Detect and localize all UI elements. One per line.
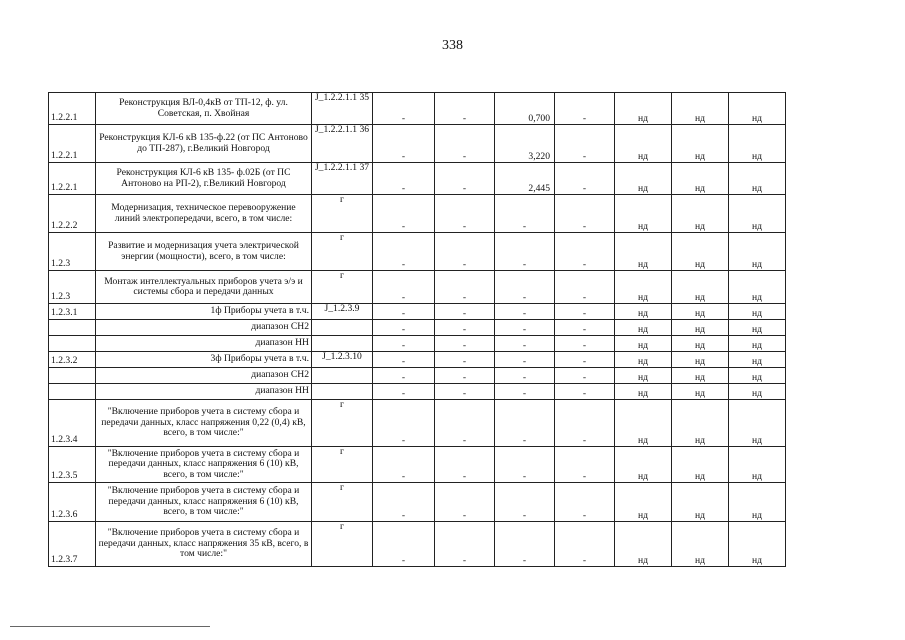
table-row bbox=[49, 125, 786, 163]
value-cell: нд bbox=[615, 400, 672, 447]
description-cell: Реконструкция КЛ-6 кВ 135- ф.02Б (от ПС Антоново на РП-2), г.Великий Новгород bbox=[96, 163, 312, 195]
value-cell: - bbox=[495, 522, 555, 567]
value-cell: нд bbox=[672, 271, 729, 304]
value-cell: - bbox=[495, 368, 555, 384]
table-row bbox=[49, 195, 786, 233]
table-row bbox=[49, 233, 786, 271]
value-cell: - bbox=[555, 384, 615, 400]
row-number-cell: 1.2.3.7 bbox=[49, 522, 96, 567]
value-cell: - bbox=[495, 483, 555, 522]
row-number-cell: 1.2.3.5 bbox=[49, 447, 96, 483]
value-cell: нд bbox=[672, 483, 729, 522]
value-cell: - bbox=[435, 233, 495, 271]
code-cell: г bbox=[312, 271, 373, 304]
table-row bbox=[49, 447, 786, 483]
row-number-cell: 1.2.3.1 bbox=[49, 304, 96, 320]
value-cell: 0,700 bbox=[495, 93, 555, 125]
row-number-cell: 1.2.2.1 bbox=[49, 125, 96, 163]
code-cell: J_1.2.3.9 bbox=[312, 304, 373, 320]
code-cell bbox=[312, 384, 373, 400]
row-number-cell bbox=[49, 320, 96, 336]
value-cell: - bbox=[373, 336, 435, 352]
value-cell: - bbox=[555, 125, 615, 163]
description-cell: диапазон НН bbox=[96, 384, 312, 400]
table-row bbox=[49, 400, 786, 447]
value-cell: нд bbox=[672, 384, 729, 400]
row-number-cell: 1.2.3 bbox=[49, 271, 96, 304]
value-cell: - bbox=[373, 384, 435, 400]
value-cell: - bbox=[373, 400, 435, 447]
value-cell: - bbox=[495, 233, 555, 271]
description-cell: Реконструкция КЛ-6 кВ 135-ф.22 (от ПС Антоново до ТП-287), г.Великий Новгород bbox=[96, 125, 312, 163]
table-row bbox=[49, 384, 786, 400]
value-cell: - bbox=[435, 384, 495, 400]
description-cell: "Включение приборов учета в систему сбора и передачи данных, класс напряжения 0,22 (0,4) кВ, всего, в том числе:" bbox=[96, 400, 312, 447]
value-cell: нд bbox=[729, 483, 786, 522]
value-cell: нд bbox=[729, 400, 786, 447]
value-cell: нд bbox=[615, 320, 672, 336]
table-row bbox=[49, 352, 786, 368]
value-cell: - bbox=[495, 447, 555, 483]
value-cell: нд bbox=[729, 93, 786, 125]
row-number-cell bbox=[49, 384, 96, 400]
value-cell: нд bbox=[672, 336, 729, 352]
table-row bbox=[49, 271, 786, 304]
value-cell: - bbox=[373, 352, 435, 368]
value-cell: нд bbox=[615, 271, 672, 304]
value-cell: - bbox=[373, 233, 435, 271]
value-cell: нд bbox=[672, 447, 729, 483]
investment-program-table bbox=[48, 92, 786, 567]
value-cell: нд bbox=[615, 93, 672, 125]
value-cell: нд bbox=[729, 336, 786, 352]
table-row bbox=[49, 320, 786, 336]
value-cell: - bbox=[555, 400, 615, 447]
table-row bbox=[49, 93, 786, 125]
description-cell: Развитие и модернизация учета электрической энергии (мощности), всего, в том числе: bbox=[96, 233, 312, 271]
value-cell: нд bbox=[615, 368, 672, 384]
value-cell: нд bbox=[615, 483, 672, 522]
description-cell: Модернизация, техническое перевооружение линий электропередачи, всего, в том числе: bbox=[96, 195, 312, 233]
value-cell: - bbox=[435, 271, 495, 304]
code-cell: г bbox=[312, 483, 373, 522]
value-cell: - bbox=[555, 271, 615, 304]
value-cell: нд bbox=[615, 304, 672, 320]
value-cell: - bbox=[495, 195, 555, 233]
description-cell: 3ф Приборы учета в т.ч. bbox=[96, 352, 312, 368]
row-number-cell bbox=[49, 336, 96, 352]
code-cell: г bbox=[312, 233, 373, 271]
table-row bbox=[49, 368, 786, 384]
value-cell: - bbox=[373, 320, 435, 336]
code-cell bbox=[312, 336, 373, 352]
value-cell: - bbox=[435, 320, 495, 336]
value-cell: нд bbox=[615, 336, 672, 352]
code-cell: J_1.2.3.10 bbox=[312, 352, 373, 368]
row-number-cell: 1.2.2.2 bbox=[49, 195, 96, 233]
value-cell: нд bbox=[615, 384, 672, 400]
value-cell: - bbox=[435, 336, 495, 352]
row-number-cell: 1.2.2.1 bbox=[49, 93, 96, 125]
description-cell: Монтаж интеллектуальных приборов учета э/э и системы сбора и передачи данных bbox=[96, 271, 312, 304]
description-cell: "Включение приборов учета в систему сбора и передачи данных, класс напряжения 35 кВ, всего, в том числе:" bbox=[96, 522, 312, 567]
code-cell: г bbox=[312, 195, 373, 233]
table-row bbox=[49, 163, 786, 195]
value-cell: - bbox=[555, 483, 615, 522]
table-row bbox=[49, 336, 786, 352]
value-cell: - bbox=[555, 336, 615, 352]
value-cell: нд bbox=[672, 93, 729, 125]
value-cell: - bbox=[435, 93, 495, 125]
value-cell: - bbox=[373, 447, 435, 483]
value-cell: - bbox=[435, 352, 495, 368]
value-cell: нд bbox=[615, 522, 672, 567]
table-row bbox=[49, 483, 786, 522]
value-cell: - bbox=[435, 125, 495, 163]
value-cell: - bbox=[555, 304, 615, 320]
value-cell: - bbox=[495, 336, 555, 352]
code-cell: г bbox=[312, 447, 373, 483]
value-cell: нд bbox=[615, 195, 672, 233]
value-cell: - bbox=[555, 522, 615, 567]
code-cell bbox=[312, 368, 373, 384]
value-cell: нд bbox=[729, 384, 786, 400]
row-number-cell: 1.2.2.1 bbox=[49, 163, 96, 195]
description-cell: диапазон НН bbox=[96, 336, 312, 352]
code-cell: г bbox=[312, 522, 373, 567]
value-cell: нд bbox=[729, 163, 786, 195]
row-number-cell: 1.2.3.4 bbox=[49, 400, 96, 447]
value-cell: - bbox=[555, 447, 615, 483]
value-cell: нд bbox=[615, 163, 672, 195]
value-cell: - bbox=[373, 163, 435, 195]
description-cell: 1ф Приборы учета в т.ч. bbox=[96, 304, 312, 320]
value-cell: - bbox=[373, 522, 435, 567]
code-cell: г bbox=[312, 400, 373, 447]
value-cell: - bbox=[495, 271, 555, 304]
value-cell: - bbox=[555, 163, 615, 195]
table-body bbox=[49, 93, 786, 567]
row-number-cell: 1.2.3 bbox=[49, 233, 96, 271]
row-number-cell: 1.2.3.6 bbox=[49, 483, 96, 522]
value-cell: нд bbox=[672, 233, 729, 271]
value-cell: нд bbox=[672, 304, 729, 320]
value-cell: - bbox=[435, 163, 495, 195]
description-cell: диапазон СН2 bbox=[96, 320, 312, 336]
value-cell: нд bbox=[729, 304, 786, 320]
row-number-cell bbox=[49, 368, 96, 384]
value-cell: - bbox=[435, 522, 495, 567]
value-cell: - bbox=[555, 233, 615, 271]
value-cell: - bbox=[435, 304, 495, 320]
value-cell: нд bbox=[729, 320, 786, 336]
code-cell: J_1.2.2.1.1 36 bbox=[312, 125, 373, 163]
value-cell: нд bbox=[615, 125, 672, 163]
description-cell: Реконструкция ВЛ-0,4кВ от ТП-12, ф. ул. Советская, п. Хвойная bbox=[96, 93, 312, 125]
description-cell: "Включение приборов учета в систему сбора и передачи данных, класс напряжения 6 (10) кВ, всего, в том числе:" bbox=[96, 447, 312, 483]
value-cell: - bbox=[495, 384, 555, 400]
value-cell: нд bbox=[729, 271, 786, 304]
value-cell: нд bbox=[729, 125, 786, 163]
row-number-cell: 1.2.3.2 bbox=[49, 352, 96, 368]
description-cell: "Включение приборов учета в систему сбора и передачи данных, класс напряжения 6 (10) кВ, всего, в том числе:" bbox=[96, 483, 312, 522]
value-cell: нд bbox=[672, 163, 729, 195]
value-cell: - bbox=[555, 195, 615, 233]
value-cell: нд bbox=[729, 522, 786, 567]
value-cell: нд bbox=[615, 233, 672, 271]
value-cell: нд bbox=[615, 447, 672, 483]
value-cell: нд bbox=[672, 320, 729, 336]
value-cell: - bbox=[495, 352, 555, 368]
value-cell: нд bbox=[672, 368, 729, 384]
value-cell: - bbox=[495, 304, 555, 320]
value-cell: - bbox=[373, 368, 435, 384]
value-cell: - bbox=[373, 304, 435, 320]
value-cell: - bbox=[555, 352, 615, 368]
value-cell: - bbox=[555, 93, 615, 125]
value-cell: нд bbox=[729, 352, 786, 368]
value-cell: нд bbox=[672, 195, 729, 233]
page-number: 338 bbox=[442, 38, 463, 53]
table-row bbox=[49, 522, 786, 567]
value-cell: нд bbox=[729, 233, 786, 271]
value-cell: нд bbox=[672, 125, 729, 163]
value-cell: - bbox=[435, 400, 495, 447]
value-cell: нд bbox=[672, 400, 729, 447]
code-cell: J_1.2.2.1.1 35 bbox=[312, 93, 373, 125]
value-cell: - bbox=[435, 195, 495, 233]
code-cell bbox=[312, 320, 373, 336]
value-cell: 3,220 bbox=[495, 125, 555, 163]
value-cell: - bbox=[495, 320, 555, 336]
value-cell: нд bbox=[729, 195, 786, 233]
value-cell: - bbox=[435, 368, 495, 384]
value-cell: - bbox=[373, 93, 435, 125]
value-cell: - bbox=[555, 320, 615, 336]
value-cell: - bbox=[555, 368, 615, 384]
value-cell: - bbox=[373, 195, 435, 233]
value-cell: - bbox=[435, 447, 495, 483]
value-cell: - bbox=[495, 400, 555, 447]
value-cell: - bbox=[373, 483, 435, 522]
value-cell: нд bbox=[729, 368, 786, 384]
value-cell: 2,445 bbox=[495, 163, 555, 195]
description-cell: диапазон СН2 bbox=[96, 368, 312, 384]
footer-divider bbox=[10, 626, 210, 627]
value-cell: - bbox=[373, 125, 435, 163]
value-cell: нд bbox=[672, 522, 729, 567]
value-cell: - bbox=[435, 483, 495, 522]
value-cell: нд bbox=[615, 352, 672, 368]
code-cell: J_1.2.2.1.1 37 bbox=[312, 163, 373, 195]
value-cell: нд bbox=[672, 352, 729, 368]
table-row bbox=[49, 304, 786, 320]
value-cell: нд bbox=[729, 447, 786, 483]
value-cell: - bbox=[373, 271, 435, 304]
